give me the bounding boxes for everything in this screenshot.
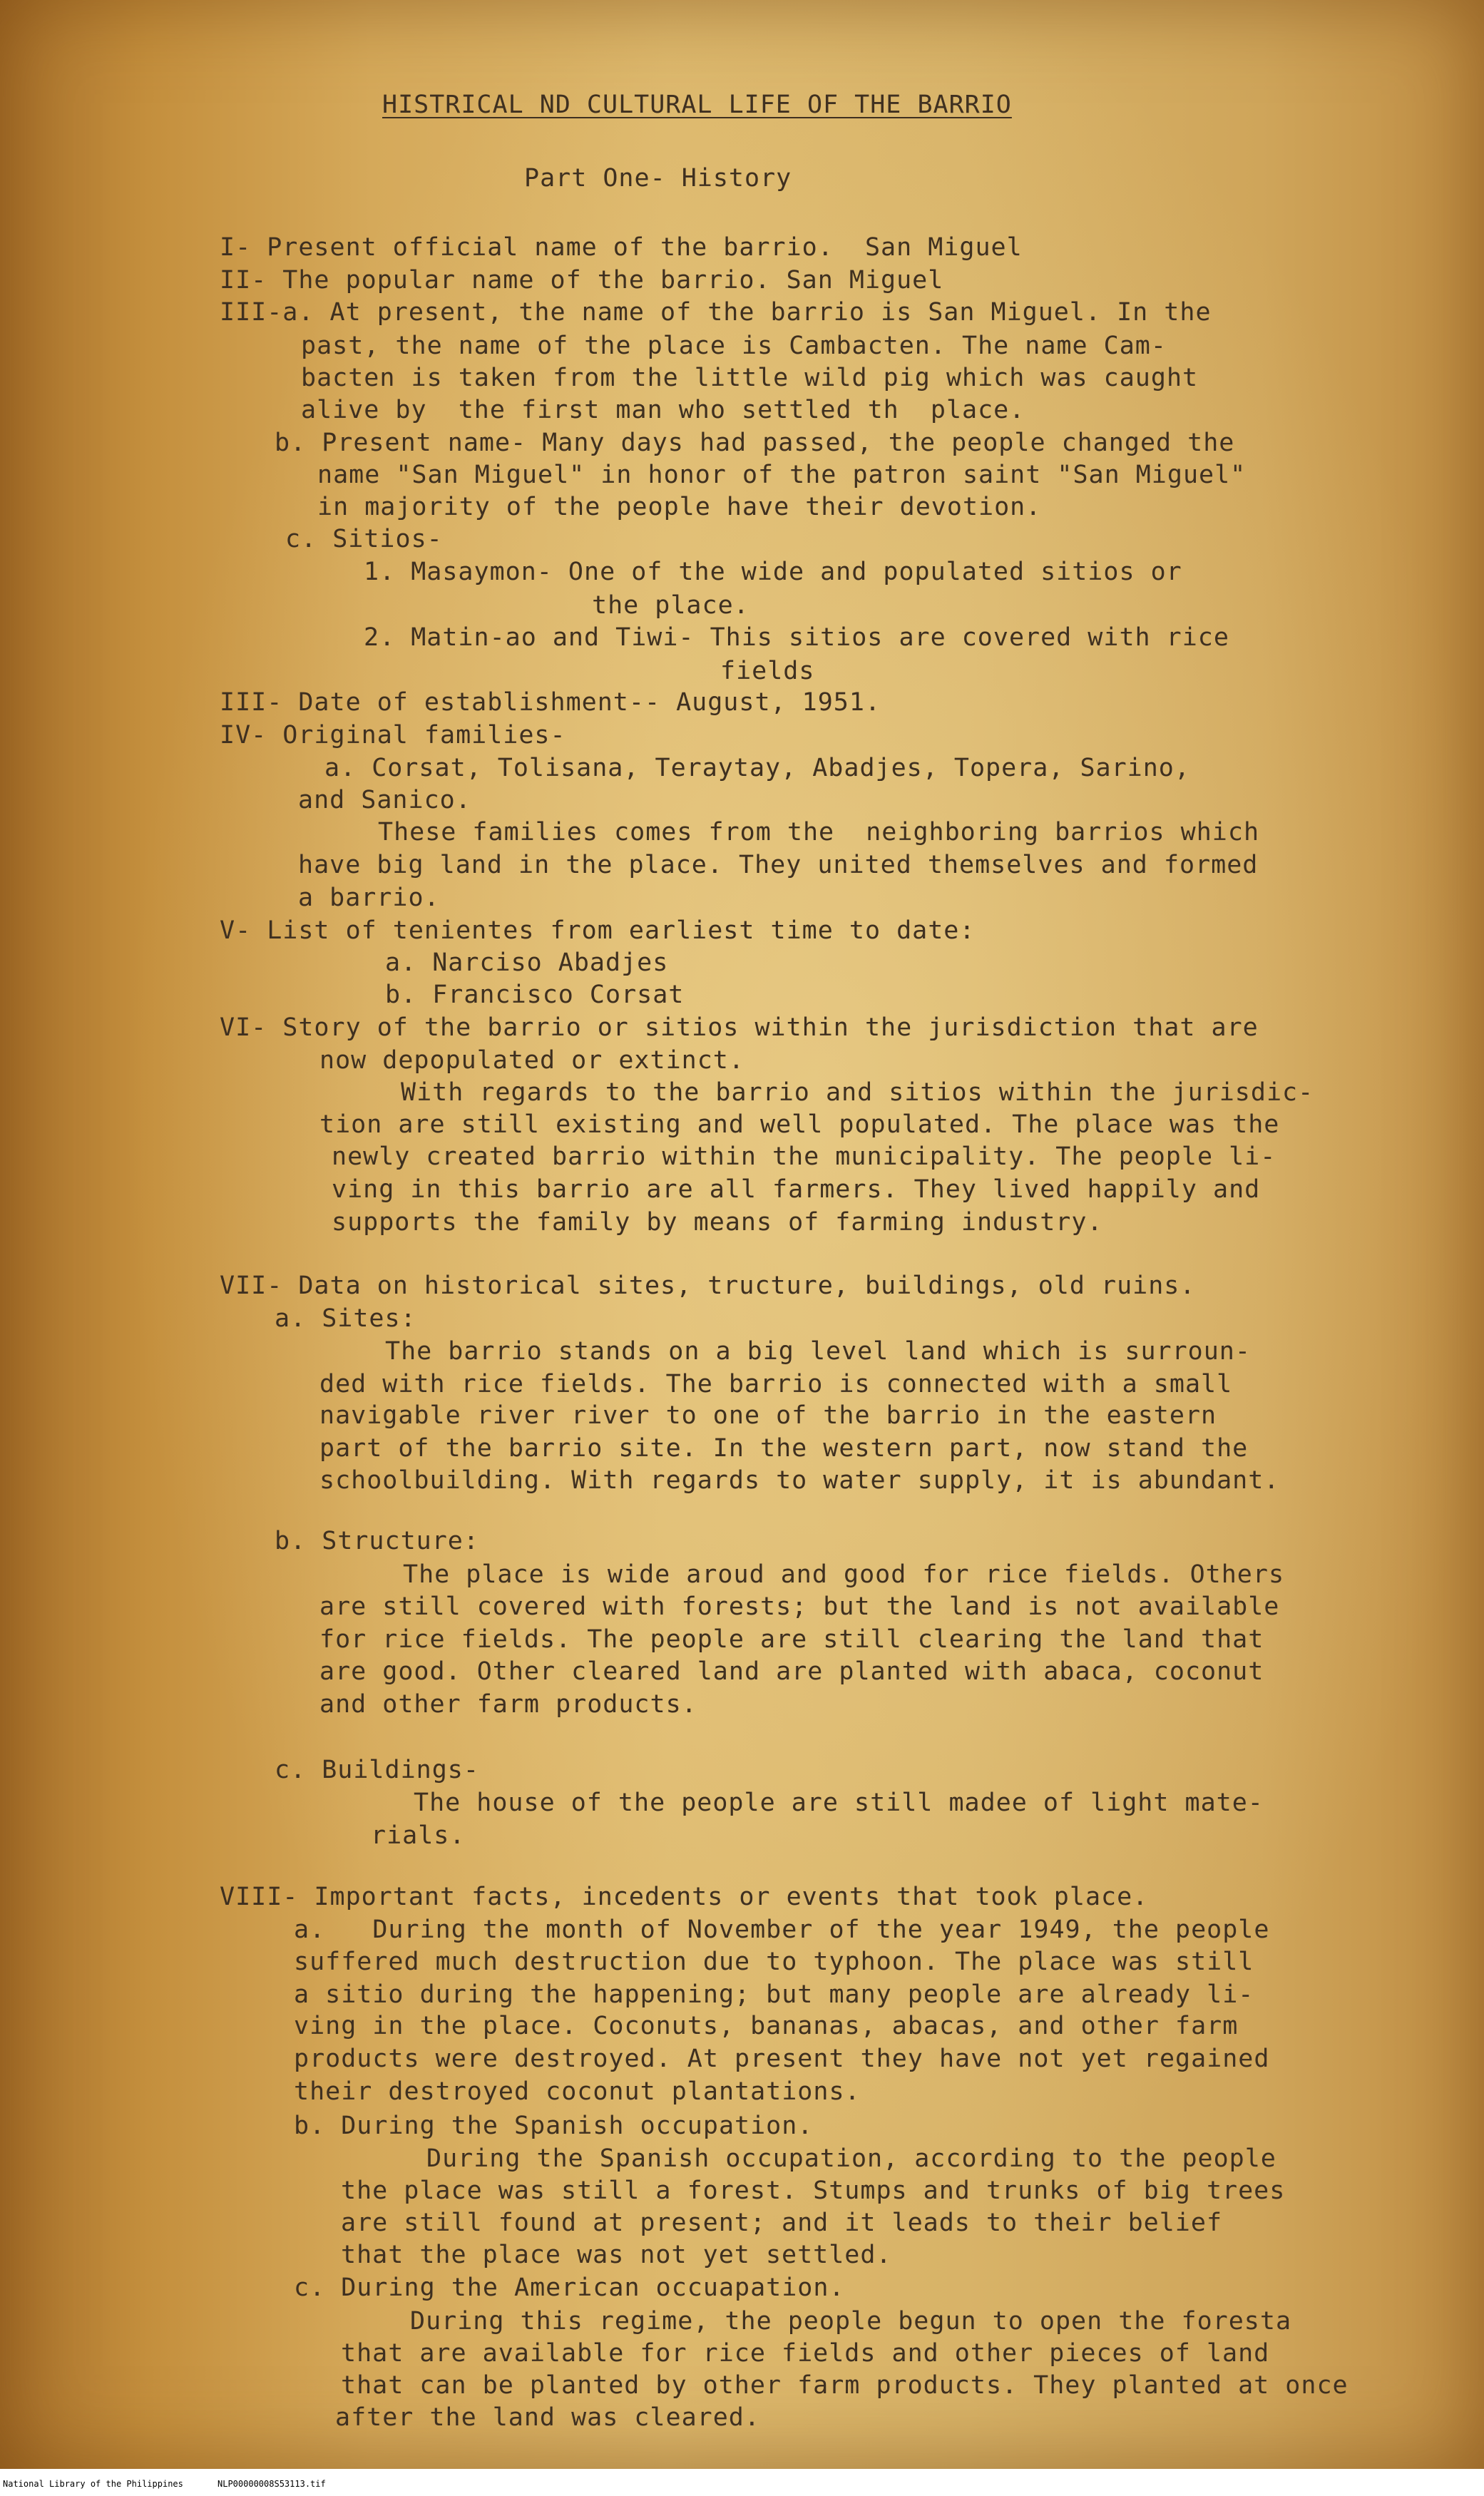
body-line: During the Spanish occupation, according to the people [426,2144,1276,2173]
body-line: ving in this barrio are all farmers. They lived happily and [332,1175,1261,1204]
body-line: a barrio. [298,884,440,912]
body-line: and other farm products. [319,1690,697,1719]
body-line: The house of the people are still madee of light mate- [414,1789,1264,1817]
body-line: b. Structure: [275,1527,479,1555]
body-line: III- Date of establishment-- August, 1951. [220,688,881,717]
body-line: fields [720,657,815,685]
body-line: The barrio stands on a big level land which is surroun- [385,1337,1251,1366]
body-line: part of the barrio site. In the western part, now stand the [319,1434,1249,1463]
part-heading: Part One- History [524,164,792,193]
body-line: alive by the first man who settled th place. [301,396,1025,424]
body-line: a. Corsat, Tolisana, Teraytay, Abadjes, Topera, Sarino, [324,754,1190,782]
body-line: c. Buildings- [275,1756,479,1784]
body-line: ded with rice fields. The barrio is connected with a small [319,1370,1233,1398]
body-line: 2. Matin-ao and Tiwi- This sitios are covered with rice [364,623,1229,652]
body-line: are good. Other cleared land are planted with abaca, coconut [319,1657,1264,1686]
body-line: rials. [371,1821,466,1850]
body-line: in majority of the people have their devotion. [317,493,1042,521]
body-line: I- Present official name of the barrio. San Miguel [220,233,1023,262]
body-line: schoolbuilding. With regards to water supply, it is abundant. [319,1466,1280,1495]
body-line: after the land was cleared. [335,2403,760,2432]
body-line: their destroyed coconut plantations. [294,2077,861,2106]
body-line: III-a. At present, the name of the barrio is San Miguel. In the [220,298,1212,327]
body-line: past, the name of the place is Cambacten. The name Cam- [301,332,1167,360]
body-line: During this regime, the people begun to open the foresta [410,2307,1292,2336]
body-line: have big land in the place. They united themselves and formed [298,851,1259,879]
body-line: c. Sitios- [285,525,443,553]
body-line: These families comes from the neighboring barrios which [378,818,1260,847]
body-line: a. Narciso Abadjes [385,948,669,977]
body-line: b. Francisco Corsat [385,981,685,1009]
document-title: HISTRICAL ND CULTURAL LIFE OF THE BARRIO [382,91,1012,119]
body-line: IV- Original families- [220,721,566,750]
body-line: ving in the place. Coconuts, bananas, abacas, and other farm [294,2012,1239,2040]
body-line: and Sanico. [298,786,471,814]
body-line: products were destroyed. At present they have not yet regained [294,2045,1270,2073]
body-line: navigable river river to one of the barrio in the eastern [319,1401,1217,1430]
body-line: now depopulated or extinct. [319,1046,744,1075]
body-line: are still found at present; and it leads to their belief [341,2209,1223,2237]
body-line: a sitio during the happening; but many people are already li- [294,1980,1254,2009]
body-line: V- List of tenientes from earliest time to date: [220,916,976,945]
body-line: VII- Data on historical sites, tructure, buildings, old ruins. [220,1272,1196,1300]
body-line: tion are still existing and well populated. The place was the [319,1110,1280,1139]
body-line: With regards to the barrio and sitios within the jurisdic- [401,1078,1314,1107]
footer-right: NLP00000008S53113.tif [218,2479,326,2489]
body-line: supports the family by means of farming industry. [332,1208,1103,1237]
body-line: II- The popular name of the barrio. San Miguel [220,266,944,295]
body-line: for rice fields. The people are still clearing the land that [319,1625,1264,1654]
body-line: name "San Miguel" in honor of the patron saint "San Miguel" [317,461,1247,489]
body-line: that are available for rice fields and other pieces of land [341,2339,1270,2368]
footer-left: National Library of the Philippines [3,2479,183,2489]
body-line: bacten is taken from the little wild pig which was caught [301,364,1199,392]
body-line: newly created barrio within the municipality. The people li- [332,1142,1276,1171]
body-line: a. During the month of November of the year 1949, the people [294,1916,1270,1944]
body-line: suffered much destruction due to typhoon. The place was still [294,1948,1254,1976]
body-line: c. During the American occuapation. [294,2273,845,2302]
body-line: are still covered with forests; but the land is not available [319,1592,1280,1621]
body-line: that can be planted by other farm products. They planted at once [341,2371,1349,2400]
body-line: the place. [592,591,749,620]
body-line: VI- Story of the barrio or sitios within the jurisdiction that are [220,1013,1259,1042]
body-line: VIII- Important facts, incedents or events that took place. [220,1883,1149,1911]
body-line: a. Sites: [275,1304,416,1333]
body-line: The place is wide aroud and good for rice fields. Others [403,1560,1285,1589]
body-line: 1. Masaymon- One of the wide and populated sitios or [364,558,1182,586]
body-line: the place was still a forest. Stumps and trunks of big trees [341,2177,1286,2205]
body-line: that the place was not yet settled. [341,2241,892,2269]
body-line: b. Present name- Many days had passed, the people changed the [275,429,1235,457]
body-line: b. During the Spanish occupation. [294,2112,814,2140]
